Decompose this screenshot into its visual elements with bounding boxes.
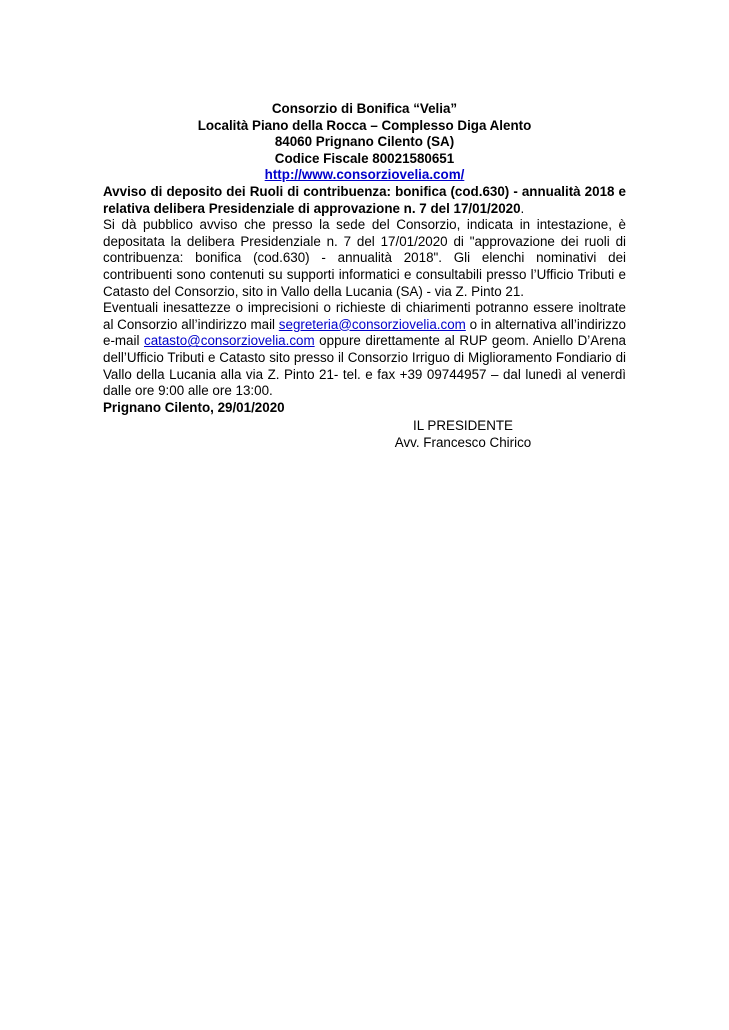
notice-title-end: . — [520, 200, 525, 216]
signature-block — [388, 418, 538, 451]
letterhead — [103, 101, 626, 184]
website-link[interactable]: http://www.consorziovelia.com/ — [264, 167, 465, 183]
org-tax-code: Codice Fiscale 80021580651 — [274, 150, 455, 166]
notice-title-text: Avviso di deposito dei Ruoli di contribuenza: bonifica (cod.630) - annualità 2018 e relativa delibera Presidenziale di approvazione n. 7 del 17/01/2020 — [103, 183, 626, 216]
signature-name: Avv. Francesco Chirico — [394, 434, 532, 450]
org-location: Località Piano della Rocca – Complesso Diga Alento — [197, 117, 532, 133]
notice-paragraph-2 — [103, 300, 626, 400]
document-page — [103, 101, 626, 451]
place-date: Prignano Cilento, 29/01/2020 — [103, 399, 285, 415]
paragraph-2-part-b: o in alternativa all’indirizzo e-mail — [103, 316, 626, 349]
email-segreteria-link[interactable]: segreteria@consorziovelia.com — [278, 316, 466, 332]
email-catasto-link[interactable]: catasto@consorziovelia.com — [144, 333, 315, 349]
paragraph-2-part-c: oppure direttamente al RUP geom. Aniello D’Arena dell’Ufficio Tributi e Catasto sito presso il Consorzio Irriguo di Miglioramento Fondiario di Vallo della Lucania alla via Z. Pinto 21- tel. e fax +39 09744957 – dal lunedì al venerdì dalle ore 9:00 alle ore 13:00. — [103, 333, 626, 399]
notice-paragraph-1: Si dà pubblico avviso che presso la sede del Consorzio, indicata in intestazione, è depositata la delibera Presidenziale n. 7 del 17/01/2020 di "approvazione dei ruoli di contribuenza: bonifica (cod.630) - annualità 2018". Gli elenchi nominativi dei contribuenti sono contenuti su supporti informatici e consultabili presso l’Ufficio Tributi e Catasto del Consorzio, sito in Vallo della Lucania (SA) - via Z. Pinto 21. — [103, 217, 626, 299]
signature-role: IL PRESIDENTE — [413, 418, 513, 434]
org-name: Consorzio di Bonifica “Velia” — [271, 101, 458, 116]
notice-title — [103, 184, 626, 217]
paragraph-2-part-a: Eventuali inesattezze o imprecisioni o richieste di chiarimenti potranno essere inoltrate al Consorzio all’indirizzo mail — [103, 300, 626, 332]
org-postal-city: 84060 Prignano Cilento (SA) — [274, 134, 455, 150]
